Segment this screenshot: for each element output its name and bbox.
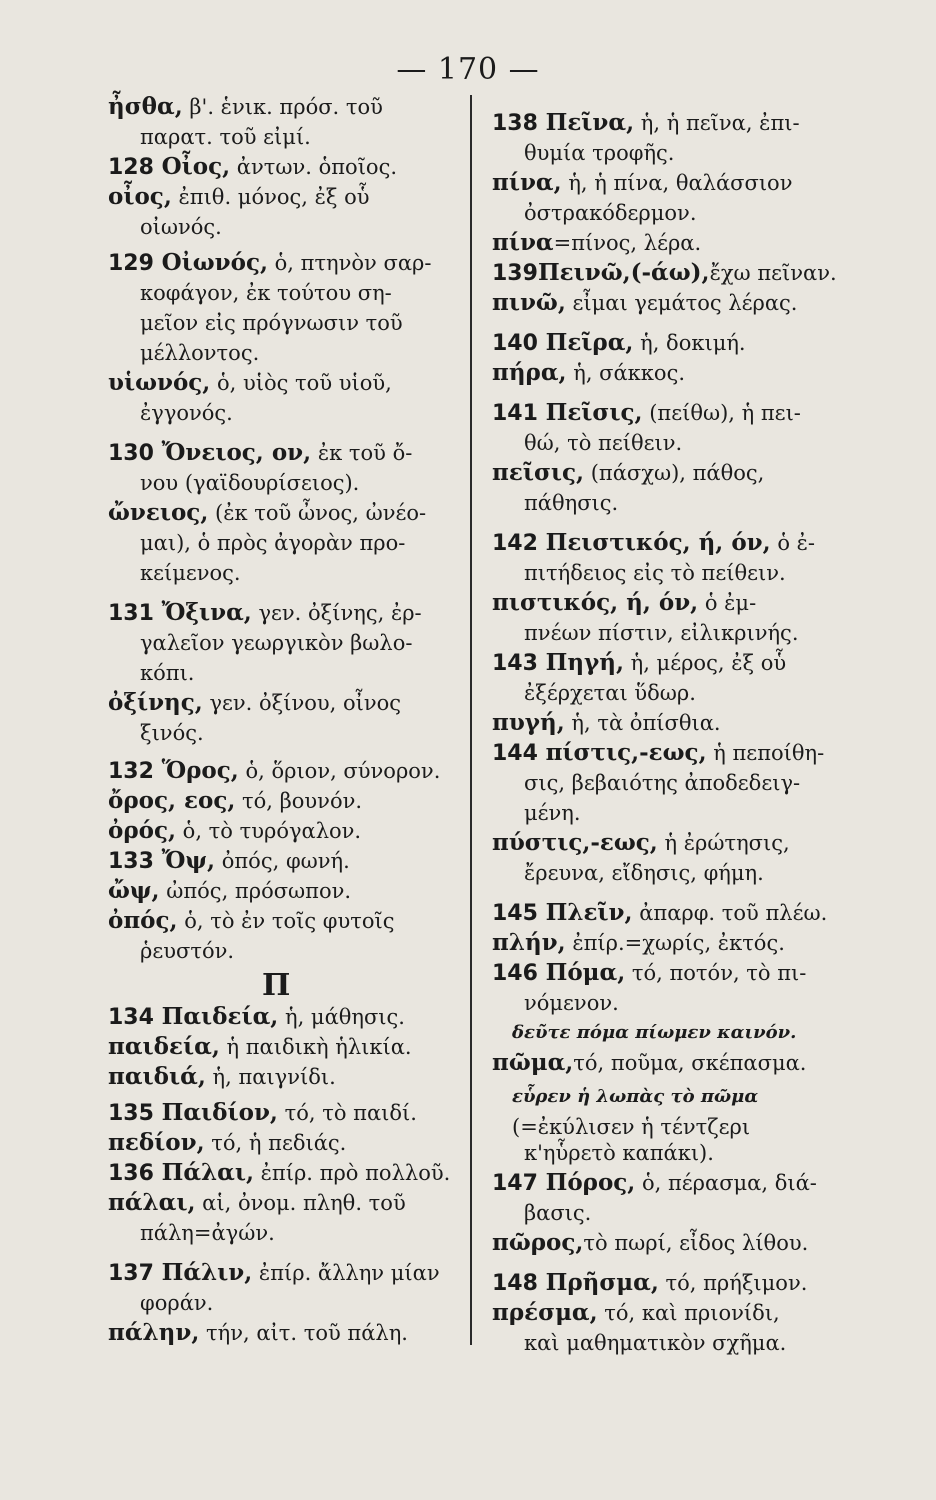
headword: πιστικός, ή, όν, (492, 589, 699, 616)
definition-text: κ'ηὗρετὸ καπάκι). (524, 1141, 714, 1165)
definition-text: ὀπός, φωνή. (215, 849, 350, 873)
entry-line (140, 338, 259, 368)
definition-text: γαλεῖον γεωργικὸν βωλο- (140, 631, 413, 655)
headword: Πεινῶ,(-άω), (537, 259, 710, 286)
entry-line (492, 458, 764, 488)
entry-number: 142 (492, 531, 546, 556)
entry-line (492, 648, 786, 679)
definition-text: πιτήδειος εἰς τὸ πείθειν. (524, 561, 786, 585)
entry-line (492, 108, 800, 139)
entry-number: 128 (108, 155, 162, 180)
entry-line (492, 398, 801, 429)
entry-line (524, 768, 800, 798)
definition-text: ἔρευνα, εἴδησις, φήμη. (524, 861, 764, 885)
entry-line (108, 598, 422, 629)
definition-text: εἶμαι γεμάτος λέρας. (565, 291, 798, 315)
headword: Πόμα, (545, 959, 626, 986)
definition-text: ἡ παιδικὴ ἡλικία. (219, 1035, 412, 1059)
definition-text: τὸ πωρί, εἶδος λίθου. (583, 1231, 809, 1255)
column-divider (470, 95, 472, 1345)
section-letter: Π (262, 968, 291, 1003)
entry-number: 141 (492, 401, 546, 426)
definition-text: ἡ πεποίθη- (706, 741, 825, 765)
entry-line (140, 936, 234, 966)
entry-line (492, 828, 790, 858)
entry-line (524, 488, 618, 518)
headword: πῶρος, (492, 1229, 584, 1256)
entry-line (492, 738, 824, 769)
entry-line (108, 92, 383, 122)
definition-text: σις, βεβαιότης ἀποδεδειγ- (524, 771, 801, 795)
entry-number: 137 (108, 1261, 162, 1286)
definition-text: αἱ, ὀνομ. πληθ. τοῦ (195, 1191, 406, 1215)
entry-line (108, 688, 401, 718)
headword: Ὄψ, (161, 847, 216, 874)
entry-line (140, 122, 311, 152)
entry-number: 130 (108, 441, 162, 466)
headword: πύστις,-εως, (492, 829, 658, 856)
definition-text: τό, τὸ παιδί. (277, 1101, 417, 1125)
definition-text: παρατ. τοῦ εἰμί. (140, 125, 311, 149)
definition-text: (ἐκ τοῦ ὦνος, ὠνέο- (208, 501, 427, 525)
definition-text: τό, ποῦμα, σκέπασμα. (573, 1051, 807, 1075)
definition-text: ὁ, πτηνὸν σαρ- (267, 251, 432, 275)
headword: πρέσμα, (492, 1299, 598, 1326)
definition-text: ἐξέρχεται ὕδωρ. (524, 681, 696, 705)
entry-number: 133 (108, 849, 162, 874)
definition-text: ἐπιθ. μόνος, ἐξ οὗ (171, 185, 370, 209)
entry-number: 148 (492, 1271, 546, 1296)
entry-line (492, 228, 701, 258)
definition-text: ὁ, υἱὸς τοῦ υἱοῦ, (210, 371, 392, 395)
entry-line (108, 1258, 440, 1289)
headword: παιδιά, (108, 1063, 206, 1090)
definition-text: (πείθω), ἡ πει- (642, 401, 801, 425)
entry-line (140, 398, 233, 428)
entry-line (492, 1298, 780, 1328)
definition-text: ἡ, μάθησις. (278, 1005, 405, 1029)
definition-text: κείμενος. (140, 561, 241, 585)
headword: πήρα, (492, 359, 567, 386)
definition-text: ῥευστόν. (140, 939, 235, 963)
headword: Πεῖνα, (545, 109, 635, 136)
definition-text: εὗρεν ἡ λωπὰς τὸ πῶμα (512, 1086, 759, 1107)
entry-number: 140 (492, 331, 546, 356)
headword: πεδίον, (108, 1129, 205, 1156)
entry-line (108, 816, 361, 846)
definition-text: ὁ ἐμ- (698, 591, 757, 615)
headword: πεῖσις, (492, 459, 585, 486)
entry-line (108, 248, 431, 279)
entry-line (108, 1002, 405, 1033)
headword: πινῶ, (492, 289, 566, 316)
definition-text: μαι), ὁ πρὸς ἀγορὰν προ- (140, 531, 406, 555)
headword: Παιδίον, (161, 1099, 278, 1126)
definition-text: τό, καὶ πριονίδι, (597, 1301, 780, 1325)
entry-line (524, 558, 786, 588)
entry-line (108, 1128, 346, 1158)
definition-text: ἡ, σάκκος. (566, 361, 686, 385)
entry-line (108, 152, 397, 183)
definition-text: ἐκ τοῦ ὄ- (311, 441, 413, 465)
headword: Πόρος, (545, 1169, 636, 1196)
entry-line (524, 858, 764, 888)
entry-line (492, 1168, 817, 1199)
headword: Πεῖσις, (545, 399, 643, 426)
definition-text: θώ, τὸ πείθειν. (524, 431, 683, 455)
definition-text: τό, ἡ πεδιάς. (204, 1131, 347, 1155)
entry-line (524, 1328, 786, 1358)
definition-text: ἀντων. ὁποῖος. (230, 155, 398, 179)
definition-text: νου (γαϊδουρίσειος). (140, 471, 360, 495)
headword: ὄρος, εος, (108, 787, 236, 814)
entry-line (524, 198, 697, 228)
definition-text: ἡ, μέρος, ἐξ οὗ (623, 651, 787, 675)
definition-text: κόπι. (140, 661, 195, 685)
entry-line (140, 718, 204, 748)
entry-line (492, 258, 837, 289)
headword: πάλαι, (108, 1189, 196, 1216)
entry-line (492, 1268, 807, 1299)
definition-text: (πάσχω), πάθος, (584, 461, 765, 485)
entry-line (492, 1228, 808, 1258)
entry-line (108, 786, 362, 816)
entry-line (108, 1158, 450, 1189)
entry-line (524, 678, 696, 708)
definition-text: ἐπίρ.=χωρίς, ἐκτός. (565, 931, 785, 955)
definition-text: ὀστρακόδερμον. (524, 201, 697, 225)
headword: ὀξίνης, (108, 689, 203, 716)
headword: υἱωνός, (108, 369, 211, 396)
definition-text: τό, ποτόν, τὸ πι- (625, 961, 807, 985)
entry-line (108, 1098, 417, 1129)
entry-line (492, 358, 685, 388)
entry-line (492, 168, 792, 198)
headword: Ὄνειος, ον, (161, 439, 312, 466)
definition-text: ἐγγονός. (140, 401, 233, 425)
definition-text: κοφάγον, ἐκ τούτου ση- (140, 281, 392, 305)
definition-text: ἡ, παιγνίδι. (205, 1065, 336, 1089)
entry-line (492, 708, 721, 738)
entry-number: 129 (108, 251, 162, 276)
definition-text: ὁ, ὅριον, σύνορον. (238, 759, 441, 783)
entry-line (108, 368, 392, 398)
headword: ἦσθα, (108, 93, 183, 120)
definition-text: βασις. (524, 1201, 592, 1225)
entry-number: 132 (108, 759, 162, 784)
definition-text: ὁ, τὸ τυρόγαλον. (176, 819, 362, 843)
headword: Πάλαι, (161, 1159, 254, 1186)
headword: ὤψ, (108, 877, 160, 904)
entry-line (492, 288, 797, 318)
entry-number: 135 (108, 1101, 162, 1126)
entry-line (492, 328, 746, 359)
definition-text: μέλλοντος. (140, 341, 260, 365)
entry-line (524, 798, 581, 828)
definition-text: νόμενον. (524, 991, 619, 1015)
headword: πίνα, (492, 169, 562, 196)
headword: ὤνειος, (108, 499, 209, 526)
definition-text: ἡ ἐρώτησις, (657, 831, 790, 855)
headword: Οἶος, (161, 153, 231, 180)
headword: πάλην, (108, 1319, 200, 1346)
headword: πίνα (492, 229, 554, 256)
definition-text: γεν. ὀξίνης, ἐρ- (251, 601, 422, 625)
entry-line (108, 498, 426, 528)
definition-text: μεῖον εἰς πρόγνωσιν τοῦ (140, 311, 403, 335)
headword: Παιδεία, (161, 1003, 279, 1030)
entry-line (108, 756, 440, 787)
definition-text: ἡ, ἡ πεῖνα, ἐπι- (634, 111, 800, 135)
definition-text: ἡ, ἡ πίνα, θαλάσσιον (561, 171, 793, 195)
entry-line (140, 1288, 213, 1318)
entry-number: 143 (492, 651, 546, 676)
headword: Ὄξινα, (161, 599, 252, 626)
headword: ὀπός, (108, 907, 178, 934)
definition-text: ξινός. (140, 721, 204, 745)
definition-text: ἐπίρ. ἄλλην μίαν (252, 1261, 440, 1285)
entry-line (140, 468, 359, 498)
definition-text: πάθησις. (524, 491, 619, 515)
entry-line (108, 846, 350, 877)
headword: Πλεῖν, (545, 899, 633, 926)
entry-line (524, 988, 619, 1018)
entry-line (108, 1318, 408, 1348)
entry-line (524, 138, 674, 168)
definition-text: θυμία τροφῆς. (524, 141, 675, 165)
entry-number: 147 (492, 1171, 546, 1196)
headword: Πηγή, (545, 649, 624, 676)
definition-text: ἡ, τὰ ὀπίσθια. (564, 711, 721, 735)
headword: Οἰωνός, (161, 249, 268, 276)
entry-line (492, 928, 785, 958)
definition-text: καὶ μαθηματικὸν σχῆμα. (524, 1331, 787, 1355)
definition-text: ἐπίρ. πρὸ πολλοῦ. (253, 1161, 451, 1185)
entry-line (512, 1082, 758, 1112)
entry-line (108, 182, 370, 212)
entry-line (492, 528, 815, 559)
entry-line (140, 558, 241, 588)
entry-number: 138 (492, 111, 546, 136)
entry-line (140, 278, 392, 308)
entry-line (524, 1198, 591, 1228)
entry-line (140, 658, 194, 688)
entry-line (524, 618, 799, 648)
definition-text: μένη. (524, 801, 581, 825)
entry-number: 145 (492, 901, 546, 926)
headword: πῶμα, (492, 1049, 574, 1076)
entry-number: 146 (492, 961, 546, 986)
headword: παιδεία, (108, 1033, 220, 1060)
entry-line (140, 1218, 275, 1248)
definition-text: ὁ ἐ- (770, 531, 815, 555)
definition-text: (=ἐκύλισεν ἡ τέντζερι (512, 1115, 751, 1139)
headword: ὀρός, (108, 817, 176, 844)
headword: Πειστικός, ή, όν, (545, 529, 771, 556)
page-number: — 170 — (396, 52, 540, 87)
entry-line (108, 1188, 406, 1218)
definition-text: ἀπαρφ. τοῦ πλέω. (632, 901, 828, 925)
entry-line (492, 588, 756, 618)
definition-text: τό, βουνόν. (235, 789, 363, 813)
entry-number: 139 (492, 261, 538, 286)
definition-text: ὠπός, πρόσωπον. (159, 879, 352, 903)
definition-text: τήν, αἰτ. τοῦ πάλη. (199, 1321, 408, 1345)
headword: οἶος, (108, 183, 172, 210)
definition-text: ἔχω πεῖναν. (709, 261, 837, 285)
entry-line (108, 906, 395, 936)
entry-line (524, 1138, 714, 1168)
definition-text: τό, πρήξιμον. (658, 1271, 808, 1295)
entry-number: 136 (108, 1161, 162, 1186)
entry-line (140, 528, 405, 558)
entry-line (492, 1048, 806, 1078)
entry-line (140, 212, 222, 242)
entry-line (492, 898, 827, 929)
definition-text: ὁ, πέρασμα, διά- (635, 1171, 817, 1195)
headword: πλήν, (492, 929, 566, 956)
definition-text: γεν. ὀξίνου, οἶνος (202, 691, 402, 715)
headword: πίστις,-εως, (545, 739, 707, 766)
headword: Ὅρος, (161, 757, 239, 784)
definition-text: ὁ, τὸ ἐν τοῖς φυτοῖς (177, 909, 395, 933)
definition-text: δεῦτε πόμα πίωμεν καινόν. (512, 1022, 797, 1043)
entry-number: 134 (108, 1005, 162, 1030)
entry-line (140, 308, 403, 338)
entry-line (108, 1062, 336, 1092)
headword: πυγή, (492, 709, 565, 736)
entry-line (108, 1032, 412, 1062)
headword: Πρῆσμα, (545, 1269, 659, 1296)
definition-text: οἰωνός. (140, 215, 222, 239)
definition-text: =πίνος, λέρα. (553, 231, 702, 255)
entry-number: 144 (492, 741, 546, 766)
definition-text: β'. ἑνικ. πρόσ. τοῦ (182, 95, 383, 119)
entry-line (512, 1018, 796, 1048)
definition-text: πάλη=ἀγών. (140, 1221, 275, 1245)
definition-text: ἡ, δοκιμή. (633, 331, 746, 355)
headword: Πάλιν, (161, 1259, 253, 1286)
entry-line (108, 438, 412, 469)
entry-line (492, 958, 806, 989)
definition-text: πνέων πίστιν, εἰλικρινής. (524, 621, 799, 645)
entry-line (524, 428, 682, 458)
headword: Πεῖρα, (545, 329, 634, 356)
definition-text: φοράν. (140, 1291, 214, 1315)
entry-line (140, 628, 412, 658)
entry-number: 131 (108, 601, 162, 626)
entry-line (108, 876, 351, 906)
